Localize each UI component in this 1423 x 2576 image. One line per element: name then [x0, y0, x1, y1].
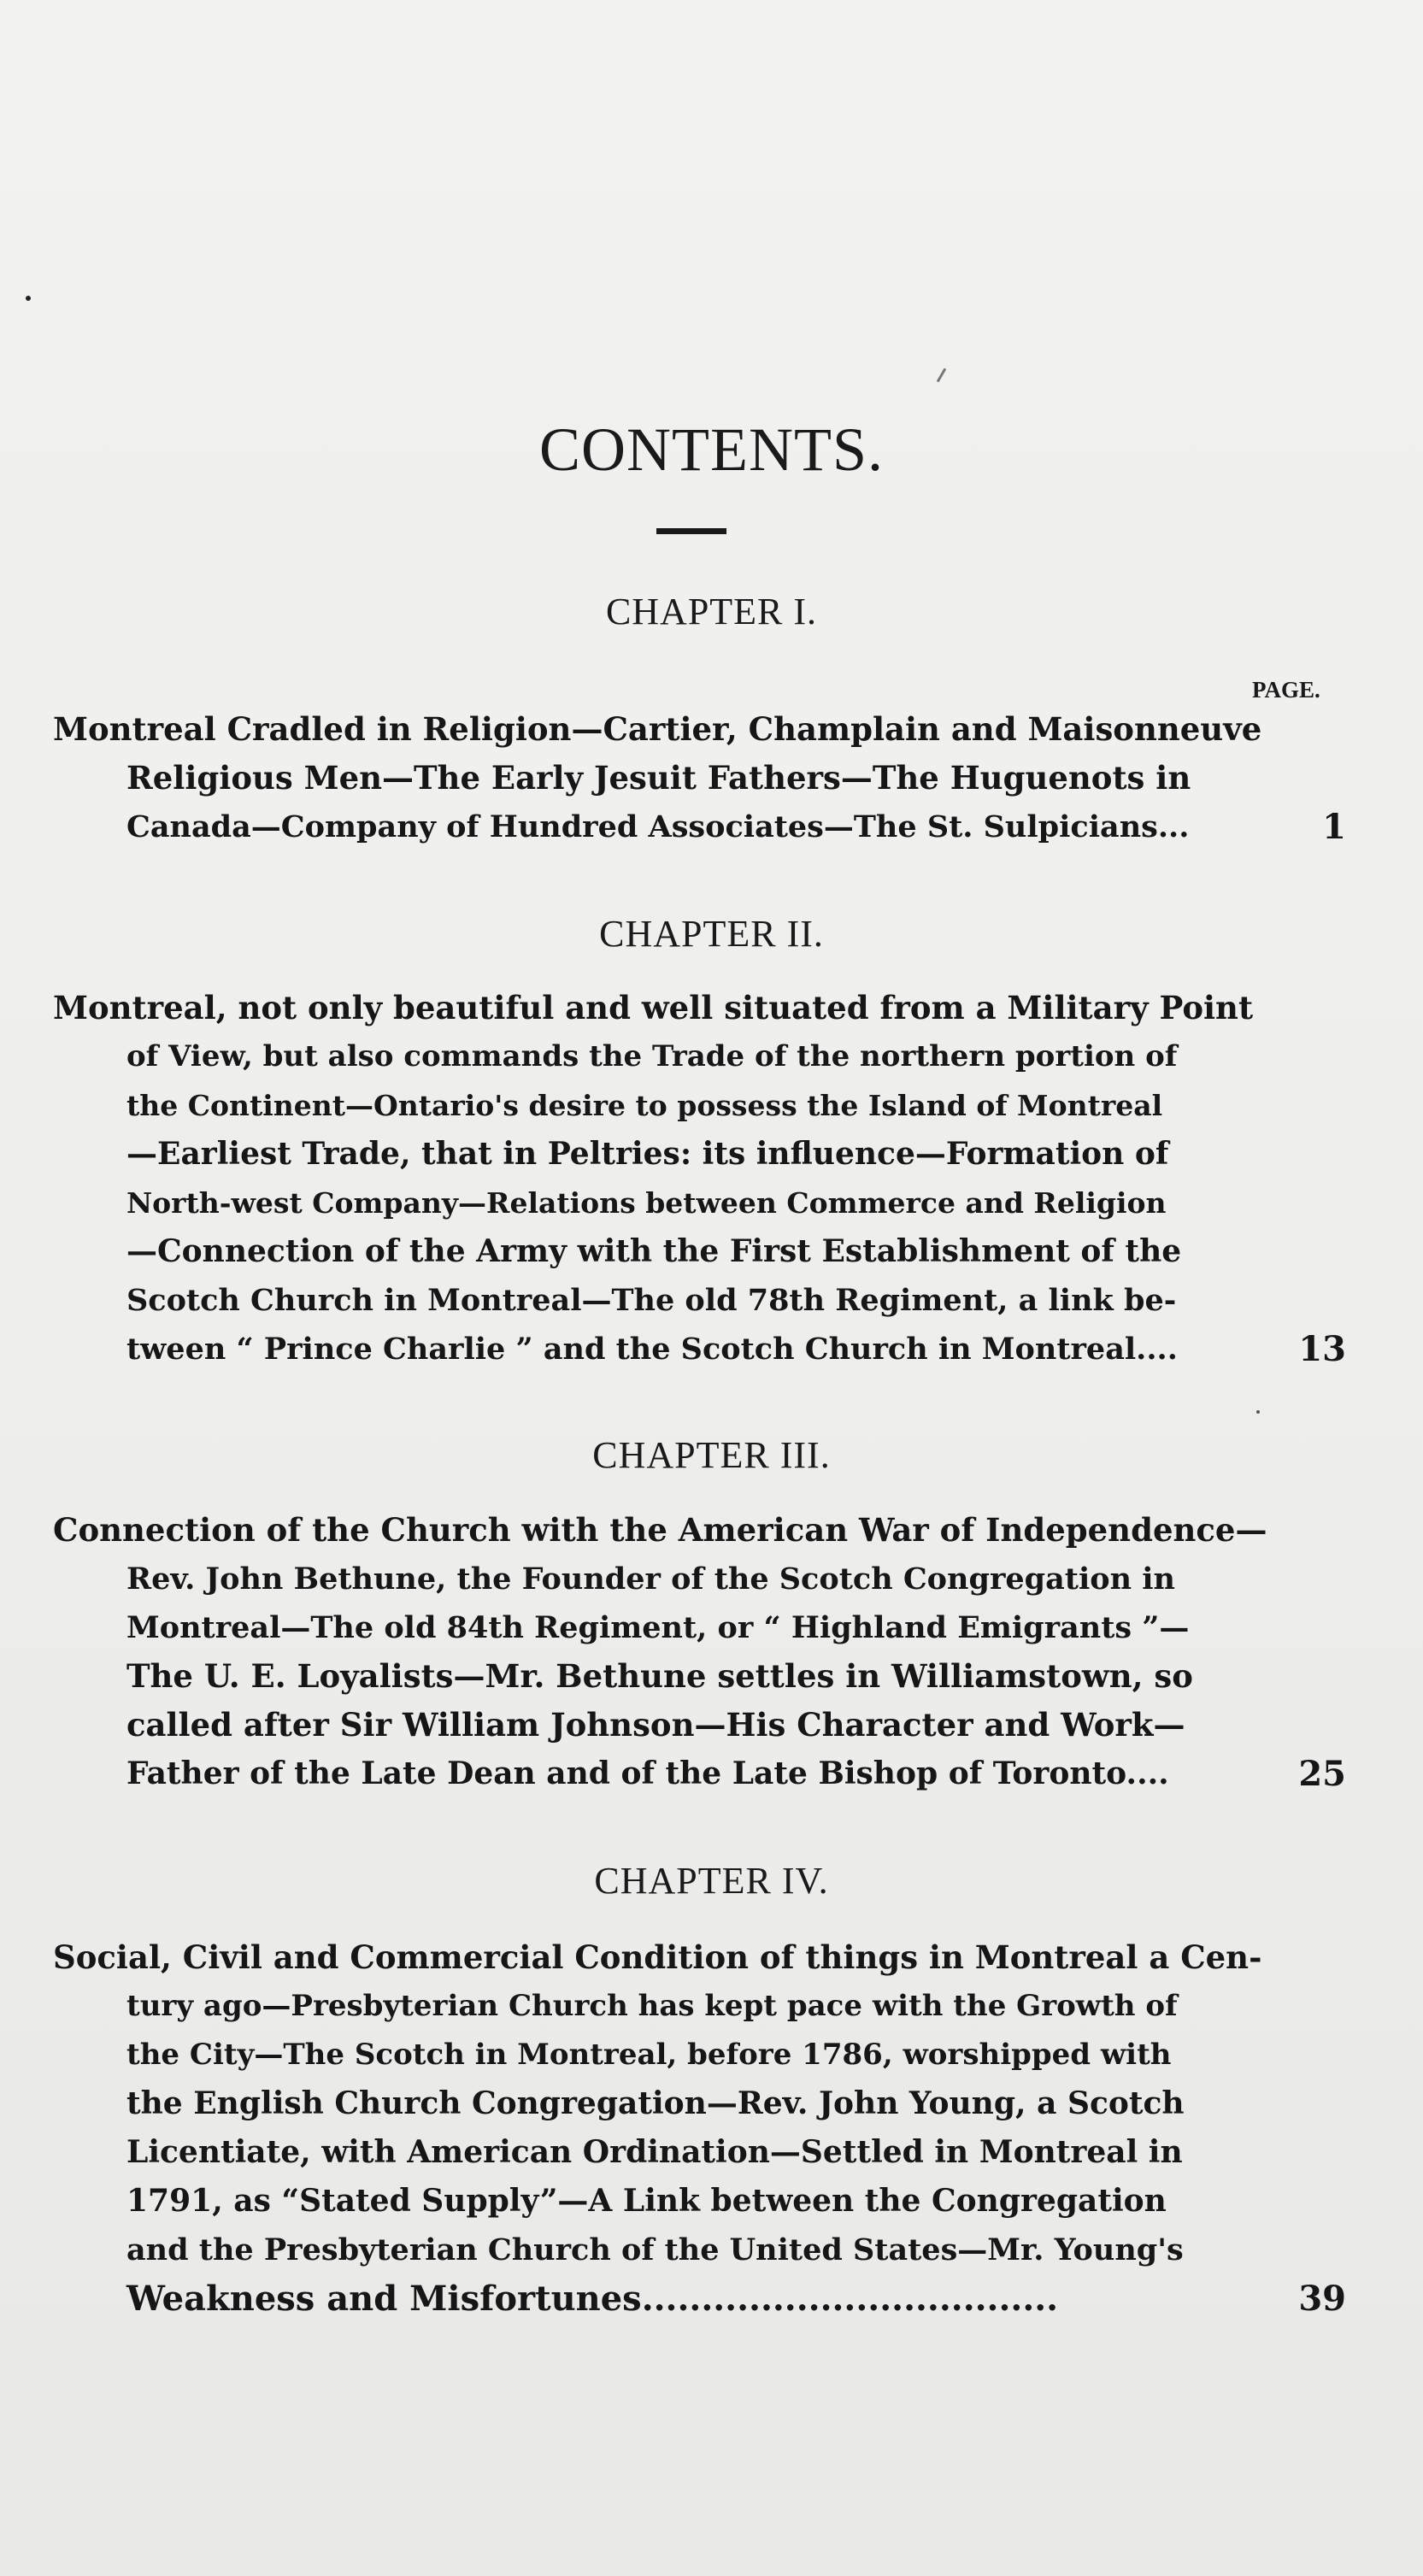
- entry-line: Weakness and Misfortunes...................................: [126, 2279, 1059, 2319]
- chapter-heading: CHAPTER II.: [599, 913, 824, 955]
- entry-line: of View, but also commands the Trade of the northern portion of: [126, 1039, 1178, 1073]
- entry-line: the City—The Scotch in Montreal, before 1786, worshipped with: [126, 2038, 1172, 2072]
- scan-speck: [1256, 1410, 1260, 1414]
- page-title: CONTENTS.: [539, 415, 884, 484]
- page-number: 39: [1298, 2279, 1346, 2319]
- chapter-heading: CHAPTER I.: [605, 591, 818, 632]
- entry-line: Montreal Cradled in Religion—Cartier, Champlain and Maisonneuve: [53, 710, 1262, 748]
- entry-line: Canada—Company of Hundred Associates—The St. Sulpicians...: [126, 809, 1190, 844]
- entry-line: and the Presbyterian Church of the United States—Mr. Young's: [126, 2232, 1184, 2267]
- entry-line: —Connection of the Army with the First Establishment of the: [126, 1233, 1182, 1269]
- scan-speck: [937, 368, 947, 382]
- chapter-heading: CHAPTER IV.: [594, 1860, 829, 1902]
- chapter-entry: [53, 1506, 1267, 1798]
- page-number: 13: [1298, 1329, 1346, 1369]
- entry-line: Connection of the Church with the American War of Independence—: [53, 1511, 1267, 1549]
- entry-line: the English Church Congregation—Rev. John Young, a Scotch: [126, 2085, 1185, 2121]
- entry-line: North-west Company—Relations between Commerce and Religion: [126, 1186, 1167, 1220]
- entry-line: called after Sir William Johnson—His Character and Work—: [126, 1706, 1185, 1744]
- entry-line: The U. E. Loyalists—Mr. Bethune settles in Williamstown, so: [126, 1657, 1193, 1695]
- entry-line: Licentiate, with American Ordination—Settled in Montreal in: [126, 2134, 1183, 2170]
- chapter-entry: [53, 984, 1267, 1373]
- chapter-entry: [53, 705, 1267, 851]
- entry-line: Rev. John Bethune, the Founder of the Scotch Congregation in: [126, 1561, 1175, 1597]
- entry-line: Montreal, not only beautiful and well situated from a Military Point: [53, 989, 1254, 1026]
- entry-line: 1791, as “Stated Supply”—A Link between the Congregation: [126, 2183, 1167, 2219]
- chapter-heading: CHAPTER III.: [592, 1434, 831, 1476]
- entry-line: Montreal—The old 84th Regiment, or “ Highland Emigrants ”—: [126, 1610, 1190, 1645]
- entry-line: —Earliest Trade, that in Peltries: its influence—Formation of: [126, 1136, 1169, 1172]
- page-number: 1: [1322, 807, 1346, 847]
- entry-line: Social, Civil and Commercial Condition of things in Montreal a Cen-: [53, 1938, 1262, 1976]
- entry-line: Scotch Church in Montreal—The old 78th Regiment, a link be-: [126, 1283, 1177, 1318]
- entry-line: Religious Men—The Early Jesuit Fathers—The Huguenots in: [126, 759, 1191, 797]
- chapter-entry: [53, 1933, 1267, 2323]
- scan-speck: [26, 296, 31, 301]
- page-column-label: PAGE.: [1252, 677, 1320, 703]
- title-rule: [656, 528, 726, 534]
- entry-line: tween “ Prince Charlie ” and the Scotch Church in Montreal....: [126, 1332, 1178, 1367]
- page-number: 25: [1298, 1754, 1346, 1794]
- entry-line: tury ago—Presbyterian Church has kept pace with the Growth of: [126, 1989, 1178, 2023]
- entry-line: the Continent—Ontario's desire to possess the Island of Montreal: [126, 1089, 1163, 1122]
- entry-line: Father of the Late Dean and of the Late Bishop of Toronto....: [126, 1756, 1169, 1791]
